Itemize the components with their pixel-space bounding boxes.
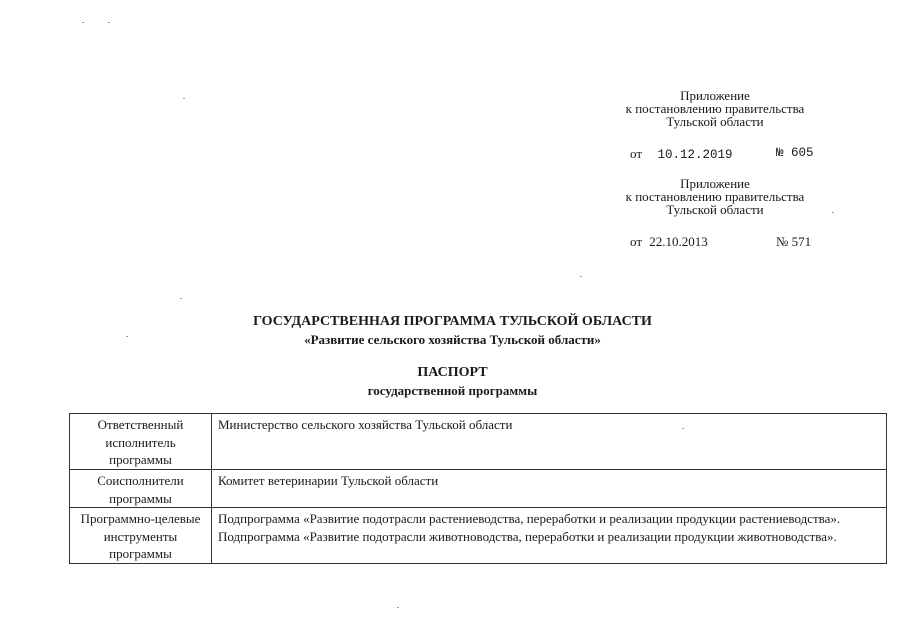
appendix-block-2 xyxy=(595,177,835,216)
decree-2-from: от xyxy=(630,234,643,249)
scan-speck xyxy=(126,336,128,337)
scan-speck xyxy=(580,276,582,277)
instruments-paragraph-2: Подпрограмма «Развитие подотрасли животноводства, переработки и реализации продукции животноводства». xyxy=(218,528,837,544)
table-row xyxy=(70,414,887,470)
table-row xyxy=(70,508,887,564)
scan-speck xyxy=(397,607,399,608)
appendix-2-line-1: Приложение xyxy=(680,176,750,191)
program-title: ГОСУДАРСТВЕННАЯ ПРОГРАММА ТУЛЬСКОЙ ОБЛАСТИ xyxy=(253,314,652,329)
scan-speck xyxy=(682,428,684,429)
appendix-2-line-2: к постановлению правительства xyxy=(625,189,805,204)
decree-2-date: 22.10.2013 xyxy=(649,234,708,249)
appendix-block-1 xyxy=(595,89,835,128)
appendix-1-line-3: Тульской области xyxy=(666,114,764,129)
appendix-1-line-1: Приложение xyxy=(680,88,750,103)
table-row xyxy=(70,470,887,508)
row-value-instruments xyxy=(212,508,887,564)
scan-speck xyxy=(832,212,834,213)
decree-1-number: № 605 xyxy=(776,146,814,160)
scan-speck xyxy=(108,22,110,23)
passport-title: ПАСПОРТ xyxy=(417,365,488,380)
instruments-paragraph-1: Подпрограмма «Развитие подотрасли растениеводства, переработки и реализации продукции растениеводства». xyxy=(218,511,841,526)
scan-speck xyxy=(82,22,84,23)
appendix-2-line-3: Тульской области xyxy=(666,202,764,217)
row-value-responsible: Министерство сельского хозяйства Тульской области xyxy=(212,414,887,470)
row-label-instruments: Программно-целевые инструменты программы xyxy=(70,508,212,564)
row-label-responsible: Ответственный исполнитель программы xyxy=(70,414,212,470)
scan-speck xyxy=(183,98,185,99)
decree-2-line xyxy=(630,234,812,250)
passport-table xyxy=(69,413,887,564)
row-value-coexecutors: Комитет ветеринарии Тульской области xyxy=(212,470,887,508)
decree-2-number: № 571 xyxy=(776,234,812,249)
scan-speck xyxy=(180,298,182,299)
passport-subtitle: государственной программы xyxy=(367,383,538,398)
decree-1-line xyxy=(630,146,814,162)
decree-1-date: 10.12.2019 xyxy=(657,148,733,162)
decree-1-from: от xyxy=(630,146,643,161)
program-subtitle: «Развитие сельского хозяйства Тульской области» xyxy=(304,332,601,347)
row-label-coexecutors: Соисполнители программы xyxy=(70,470,212,508)
appendix-1-line-2: к постановлению правительства xyxy=(625,101,805,116)
